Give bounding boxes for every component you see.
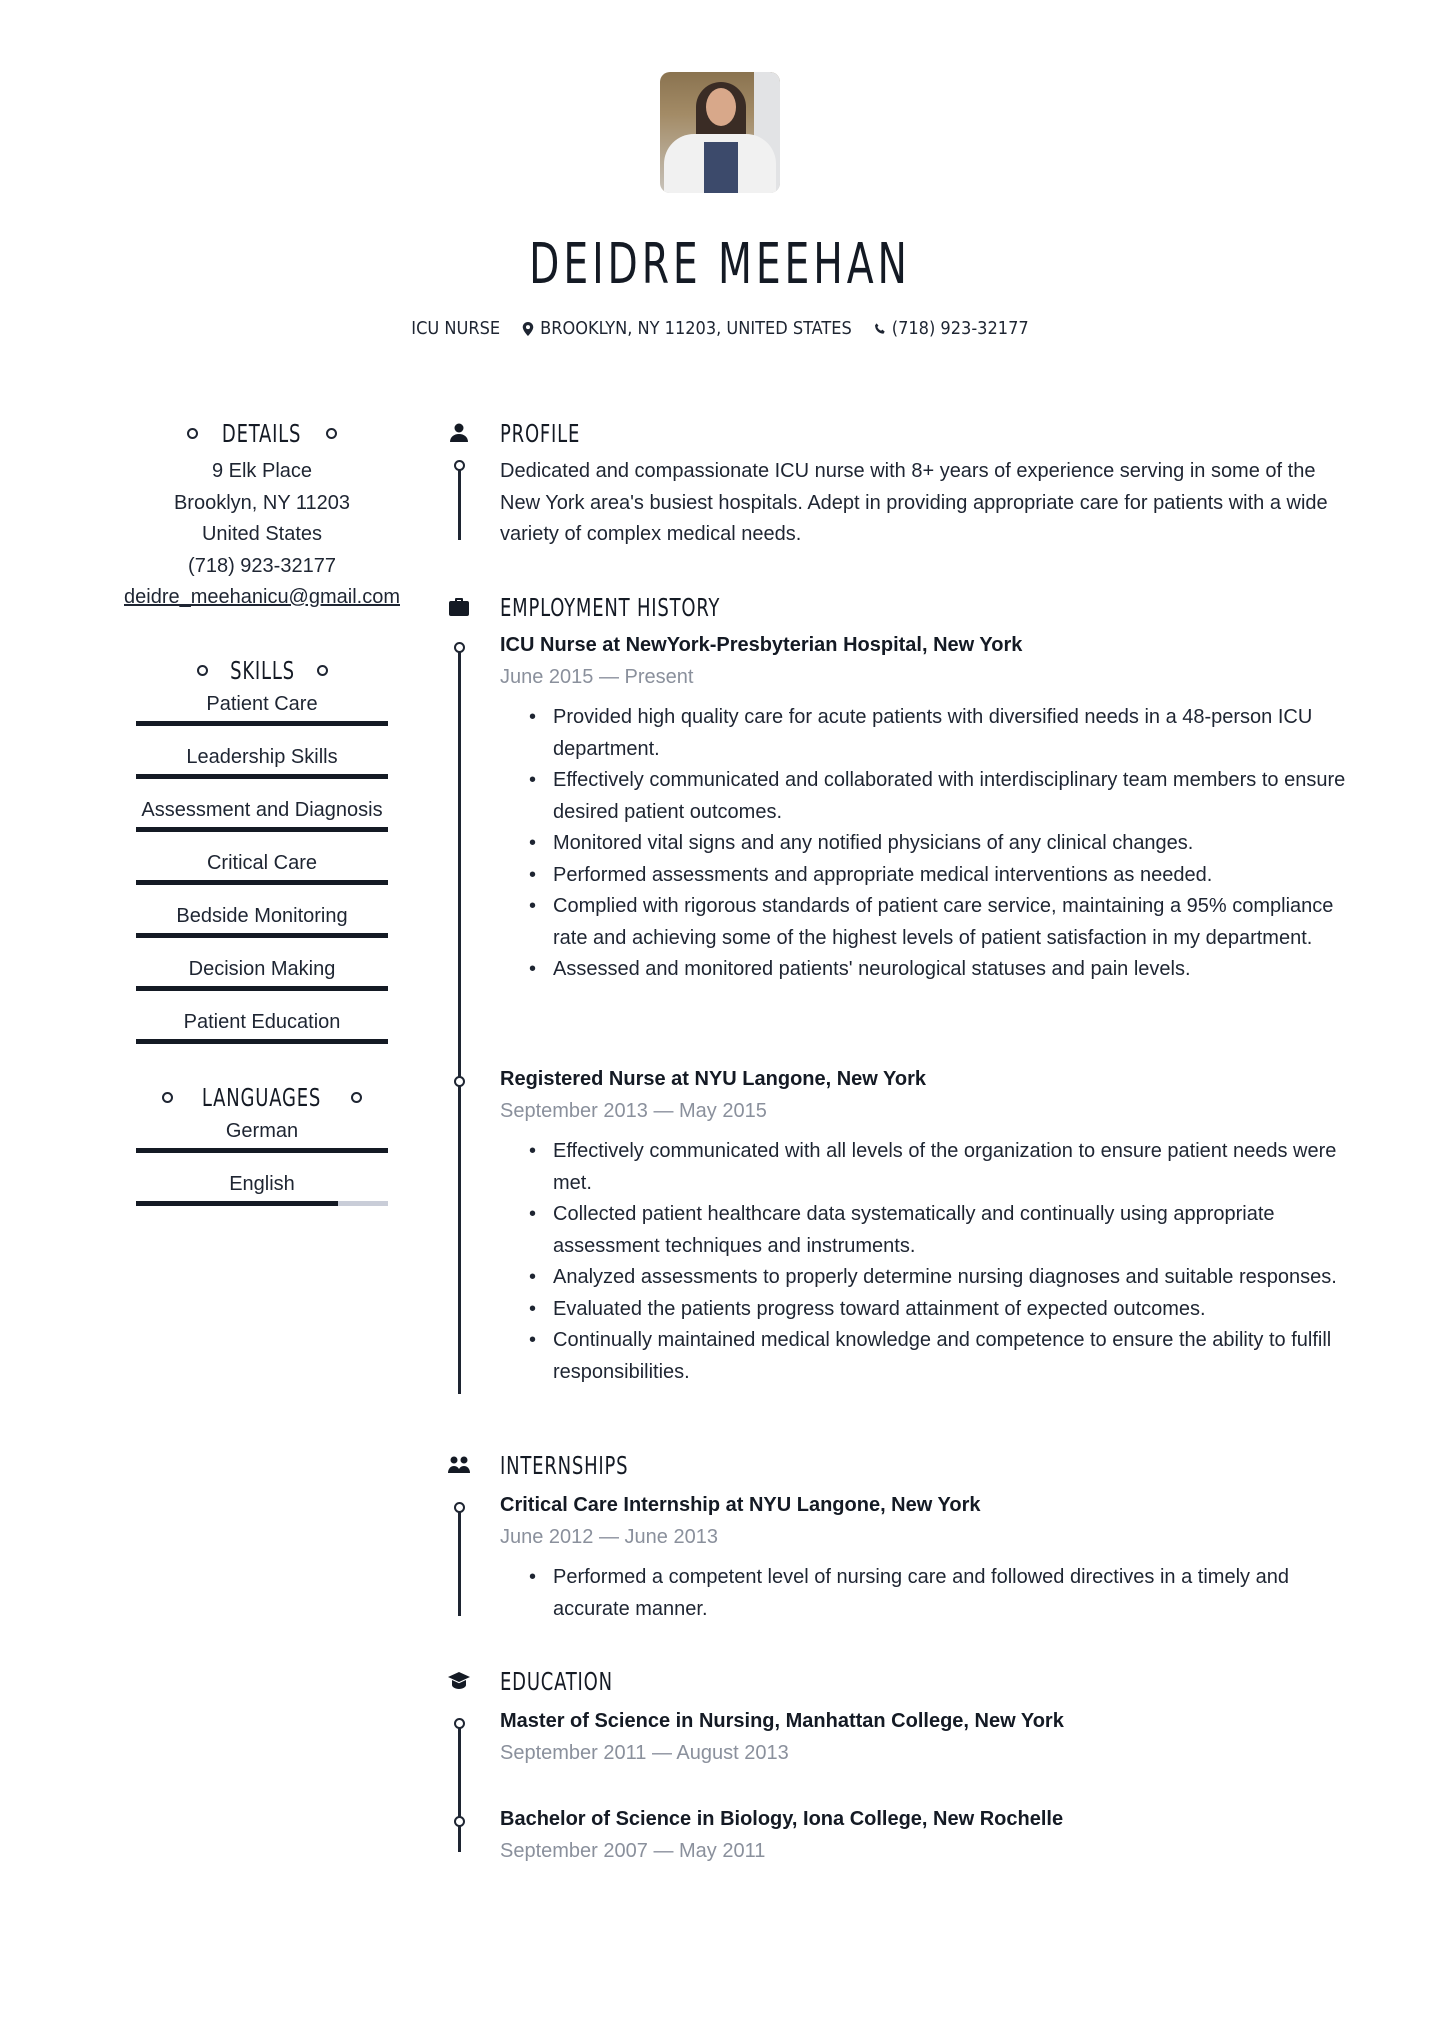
phone-text: (718) 923-32177 bbox=[891, 318, 1029, 339]
bullet-item: • Continually maintained medical knowledge and competence to ensure the ability to fulfill responsibilities. bbox=[553, 1325, 1360, 1388]
skill-item-level-fill bbox=[136, 986, 388, 991]
skill-item-level-fill bbox=[136, 827, 388, 832]
skill-item-level-bar bbox=[136, 721, 388, 726]
skill-item-level-fill bbox=[136, 1039, 388, 1044]
internships-section bbox=[448, 1448, 1348, 1628]
education-entry bbox=[500, 1804, 1360, 1867]
ring-icon bbox=[326, 428, 337, 439]
section-title: INTERNSHIPS bbox=[500, 1450, 629, 1480]
job-entry bbox=[500, 630, 1360, 986]
job-entry bbox=[500, 1064, 1360, 1388]
ring-icon bbox=[162, 1092, 173, 1103]
education-entry-dates: September 2011 — August 2013 bbox=[500, 1741, 789, 1764]
bullet-item: • Monitored vital signs and any notified physicians of any clinical changes. bbox=[553, 828, 1360, 860]
skill-item-name: Patient Education bbox=[183, 1010, 341, 1033]
job-entry-title: Registered Nurse at NYU Langone, New York bbox=[500, 1068, 927, 1090]
ring-icon bbox=[187, 428, 198, 439]
bullet-item: • Collected patient healthcare data systematically and continually using appropriate assessment techniques and instruments. bbox=[553, 1199, 1360, 1262]
skill-item-level-bar bbox=[136, 880, 388, 885]
internship-entry-bullets bbox=[500, 1562, 1360, 1625]
photo-shirt bbox=[704, 142, 738, 193]
education-entry-title: Master of Science in Nursing, Manhattan College, New York bbox=[500, 1710, 1064, 1732]
timeline-node bbox=[454, 460, 465, 471]
language-item-name: German bbox=[225, 1119, 299, 1142]
timeline-line bbox=[458, 1504, 461, 1616]
bullet-item: • Evaluated the patients progress toward attainment of expected outcomes. bbox=[553, 1294, 1360, 1326]
job-entry-bullets bbox=[500, 702, 1360, 986]
skill-item-name: Decision Making bbox=[188, 957, 336, 980]
skill-item-level-bar bbox=[136, 1039, 388, 1044]
header-location bbox=[522, 318, 852, 339]
language-item bbox=[136, 1115, 388, 1153]
language-item-level-fill bbox=[136, 1201, 338, 1206]
profile-photo bbox=[660, 72, 780, 193]
education-entry-title: Bachelor of Science in Biology, Iona College, New Rochelle bbox=[500, 1808, 1064, 1830]
header-phone bbox=[874, 318, 1029, 339]
skill-item-level-bar bbox=[136, 827, 388, 832]
language-item bbox=[136, 1168, 388, 1206]
bullet-item: • Analyzed assessments to properly determine nursing diagnoses and suitable responses. bbox=[553, 1262, 1360, 1294]
skill-item bbox=[136, 688, 388, 726]
bullet-item: • Complied with rigorous standards of patient care service, maintaining a 95% compliance rate and achieving some of the highest levels of patient satisfaction in my department. bbox=[553, 891, 1360, 954]
phone-icon bbox=[874, 322, 886, 336]
profile-section bbox=[448, 416, 1348, 546]
job-title-text: ICU NURSE bbox=[411, 318, 501, 339]
skill-item bbox=[136, 953, 388, 991]
bullet-item: • Performed a competent level of nursing care and followed directives in a timely and accurate manner. bbox=[553, 1562, 1360, 1625]
email-link[interactable]: deidre_meehanicu@gmail.com bbox=[124, 586, 400, 608]
profile-text: Dedicated and compassionate ICU nurse with 8+ years of experience serving in some of the New York area's busiest hospitals. Adept in providing appropriate care for patients with a wide variety of complex medical needs. bbox=[500, 460, 1328, 545]
skill-item-level-fill bbox=[136, 721, 388, 726]
language-item-name: English bbox=[229, 1172, 295, 1195]
job-entry-dates: June 2015 — Present bbox=[500, 665, 694, 688]
languages-list bbox=[108, 1115, 416, 1206]
job-entry-title: ICU Nurse at NewYork-Presbyterian Hospital, New York bbox=[500, 634, 1023, 656]
skills-list bbox=[108, 688, 416, 1044]
graduation-cap-icon bbox=[448, 1670, 470, 1692]
country: United States bbox=[201, 523, 323, 545]
address-line-2: Brooklyn, NY 11203 bbox=[173, 491, 351, 514]
candidate-name: DEIDRE MEEHAN bbox=[529, 232, 911, 297]
skill-item-level-fill bbox=[136, 774, 388, 779]
skill-item-level-bar bbox=[136, 933, 388, 938]
skills-heading bbox=[108, 654, 416, 688]
briefcase-icon bbox=[448, 596, 470, 618]
skill-item bbox=[136, 900, 388, 938]
skill-item-level-fill bbox=[136, 933, 388, 938]
section-title: EDUCATION bbox=[500, 1666, 613, 1696]
skill-item-level-bar bbox=[136, 986, 388, 991]
timeline-node bbox=[454, 1718, 465, 1729]
header-contact-line bbox=[0, 318, 1440, 339]
education-entry-dates: September 2007 — May 2011 bbox=[500, 1839, 766, 1862]
person-icon bbox=[448, 422, 470, 444]
job-title bbox=[411, 318, 500, 339]
skills-heading-text: SKILLS bbox=[229, 656, 295, 685]
timeline-node bbox=[454, 1816, 465, 1827]
sidebar bbox=[108, 416, 416, 1221]
details-phone: (718) 923-32177 bbox=[188, 554, 336, 577]
people-icon bbox=[448, 1454, 470, 1476]
bullet-item: • Assessed and monitored patients' neurological statuses and pain levels. bbox=[553, 954, 1360, 986]
languages-heading bbox=[108, 1081, 416, 1115]
internship-entry bbox=[500, 1490, 1360, 1625]
section-title: PROFILE bbox=[500, 418, 581, 448]
details-list bbox=[108, 456, 416, 614]
language-item-level-fill bbox=[136, 1148, 388, 1153]
job-entry-bullets bbox=[500, 1136, 1360, 1388]
skill-item bbox=[136, 794, 388, 832]
skill-item-name: Patient Care bbox=[206, 692, 318, 715]
bullet-item: • Effectively communicated with all levels of the organization to ensure patient needs were met. bbox=[553, 1136, 1360, 1199]
employment-section bbox=[448, 590, 1348, 1410]
ring-icon bbox=[317, 665, 328, 676]
internship-entry-title: Critical Care Internship at NYU Langone, New York bbox=[500, 1494, 981, 1516]
details-heading bbox=[108, 416, 416, 450]
language-item-level-bar bbox=[136, 1201, 388, 1206]
bullet-item: • Effectively communicated and collaborated with interdisciplinary team members to ensure desired patient outcomes. bbox=[553, 765, 1360, 828]
education-section bbox=[448, 1664, 1348, 1864]
education-entry bbox=[500, 1706, 1360, 1769]
skill-item bbox=[136, 741, 388, 779]
location-pin-icon bbox=[522, 322, 534, 336]
skill-item-name: Bedside Monitoring bbox=[176, 904, 348, 927]
section-title: EMPLOYMENT HISTORY bbox=[500, 592, 721, 622]
timeline-node bbox=[454, 1076, 465, 1087]
internship-entry-dates: June 2012 — June 2013 bbox=[500, 1525, 718, 1548]
photo-face bbox=[706, 88, 736, 126]
timeline-node bbox=[454, 1502, 465, 1513]
timeline-line bbox=[458, 644, 461, 1394]
address-line-1: 9 Elk Place bbox=[211, 460, 313, 482]
skill-item-level-bar bbox=[136, 774, 388, 779]
skill-item-level-fill bbox=[136, 880, 388, 885]
details-heading-text: DETAILS bbox=[222, 418, 302, 448]
bullet-item: • Provided high quality care for acute patients with diversified needs in a 48-person ICU department. bbox=[553, 702, 1360, 765]
location-text: BROOKLYN, NY 11203, UNITED STATES bbox=[540, 318, 852, 339]
timeline-line bbox=[458, 466, 461, 540]
skill-item-name: Critical Care bbox=[206, 851, 318, 874]
timeline-node bbox=[454, 642, 465, 653]
job-entry-dates: September 2013 — May 2015 bbox=[500, 1099, 767, 1122]
ring-icon bbox=[351, 1092, 362, 1103]
skill-item-name: Assessment and Diagnosis bbox=[141, 798, 383, 821]
language-item-level-bar bbox=[136, 1148, 388, 1153]
skill-item bbox=[136, 1006, 388, 1044]
languages-heading-text: LANGUAGES bbox=[202, 1083, 322, 1112]
skill-item bbox=[136, 847, 388, 885]
timeline-line bbox=[458, 1720, 461, 1852]
skill-item-name: Leadership Skills bbox=[186, 745, 338, 768]
ring-icon bbox=[197, 665, 208, 676]
bullet-item: • Performed assessments and appropriate medical interventions as needed. bbox=[553, 860, 1360, 892]
